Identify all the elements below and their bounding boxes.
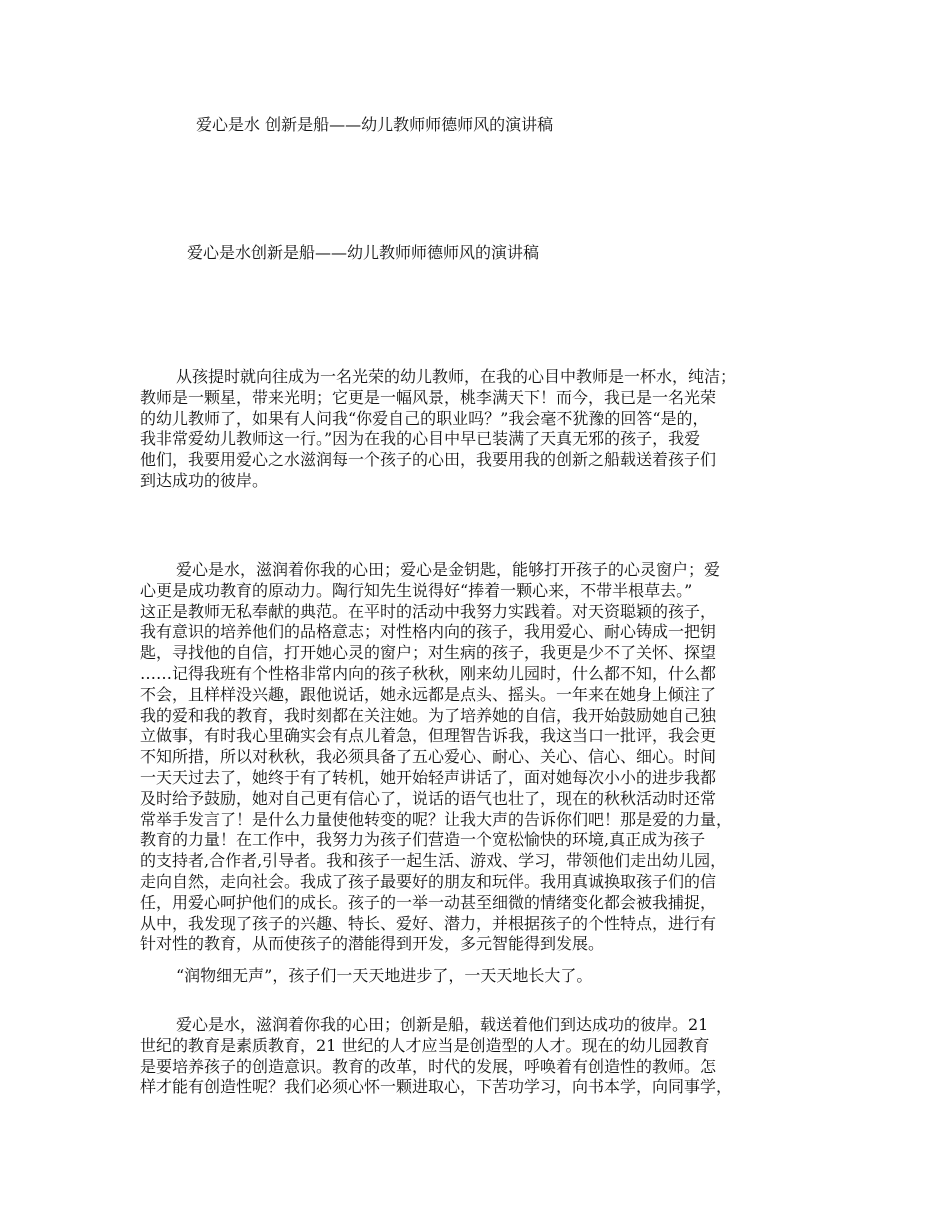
- paragraph-line: 立做事，有时我心里确实会有点儿着急，但理智告诉我，我这当口一批评，我会更: [140, 726, 717, 746]
- paragraph-line: 一天天过去了，她终于有了转机，她开始轻声讲话了，面对她每次小小的进步我都: [140, 767, 717, 787]
- paragraph-line: 我有意识的培养他们的品格意志；对性格内向的孩子，我用爱心、耐心铸成一把钥: [140, 622, 717, 642]
- paragraph-line: 的幼儿教师了，如果有人问我“你爱自己的职业吗？”我会毫不犹豫的回答“是的，: [140, 408, 709, 428]
- paragraph-line: 任，用爱心呵护他们的成长。孩子的一举一动甚至细微的情绪变化都会被我捕捉，: [140, 892, 717, 912]
- document-title-second: 爱心是水创新是船——幼儿教师师德师风的演讲稿: [187, 243, 540, 262]
- paragraph-line: 教师是一颗星，带来光明；它更是一幅风景，桃李满天下！而今，我已是一名光荣: [140, 387, 717, 407]
- paragraph-line: 我的爱和我的教育，我时刻都在关注她。为了培养她的自信，我开始鼓励她自己独: [140, 705, 717, 725]
- paragraph-line: 我非常爱幼儿教师这一行。”因为在我的心目中早已装满了天真无邪的孩子，我爱: [140, 429, 701, 449]
- document-title-top: 爱心是水 创新是船——幼儿教师师德师风的演讲稿: [196, 115, 554, 134]
- paragraph-line: 走向自然，走向社会。我成了孩子最要好的朋友和玩伴。我用真诚换取孩子们的信: [140, 871, 717, 891]
- paragraph-line: 样才能有创造性呢？我们必须心怀一颗进取心，下苦功学习，向书本学，向同事学，: [140, 1077, 733, 1097]
- paragraph-line: 从孩提时就向往成为一名光荣的幼儿教师，在我的心目中教师是一杯水，纯洁；: [176, 367, 737, 386]
- paragraph-line: 他们，我要用爱心之水滋润每一个孩子的心田，我要用我的创新之船载送着孩子们: [140, 450, 717, 470]
- paragraph-1: [140, 367, 825, 492]
- paragraph-2: [140, 560, 825, 955]
- paragraph-3: [140, 1015, 825, 1098]
- paragraph-line: 的支持者,合作者,引导者。我和孩子一起生活、游戏、学习，带领他们走出幼儿园，: [140, 851, 727, 871]
- paragraph-line: 教育的力量！在工作中，我努力为孩子们营造一个宽松愉快的环境,真正成为孩子: [140, 830, 706, 850]
- paragraph-line: 爱心是水，滋润着你我的心田；创新是船，载送着他们到达成功的彼岸。21: [176, 1015, 709, 1034]
- paragraph-line: 针对性的教育，从而使孩子的潜能得到开发，多元智能得到发展。: [140, 934, 605, 954]
- quote-paragraph: “润物细无声”，孩子们一天天地进步了，一天天地长大了。: [176, 966, 593, 985]
- paragraph-line: 这正是教师无私奉献的典范。在平时的活动中我努力实践着。对天资聪颖的孩子，: [140, 601, 717, 621]
- paragraph-line: 常举手发言了！是什么力量使他转变的呢？让我大声的告诉你们吧！那是爱的力量，: [140, 809, 733, 829]
- paragraph-line: 是要培养孩子的创造意识。教育的改革，时代的发展，呼唤着有创造性的教师。怎: [140, 1056, 717, 1076]
- paragraph-line: 心更是成功教育的原动力。陶行知先生说得好“捧着一颗心来，不带半根草去。”: [140, 580, 693, 600]
- paragraph-line: 不会，且样样没兴趣，跟他说话，她永远都是点头、摇头。一年来在她身上倾注了: [140, 684, 717, 704]
- paragraph-line: 到达成功的彼岸。: [140, 470, 269, 490]
- paragraph-line: 及时给予鼓励，她对自己更有信心了，说话的语气也壮了，现在的秋秋活动时还常: [140, 788, 717, 808]
- paragraph-line: 匙，寻找他的自信，打开她心灵的窗户；对生病的孩子，我更是少不了关怀、探望: [140, 643, 717, 663]
- paragraph-line: 爱心是水，滋润着你我的心田；爱心是金钥匙，能够打开孩子的心灵窗户；爱: [176, 560, 721, 579]
- paragraph-line: 从中，我发现了孩子的兴趣、特长、爱好、潜力，并根据孩子的个性特点，进行有: [140, 913, 717, 933]
- paragraph-line: 不知所措，所以对秋秋，我必须具备了五心爱心、耐心、关心、信心、细心。时间: [140, 747, 717, 767]
- paragraph-line: ……记得我班有个性格非常内向的孩子秋秋，刚来幼儿园时，什么都不知，什么都: [140, 663, 717, 683]
- paragraph-line: 世纪的教育是素质教育，21 世纪的人才应当是创造型的人才。现在的幼儿园教育: [140, 1035, 710, 1055]
